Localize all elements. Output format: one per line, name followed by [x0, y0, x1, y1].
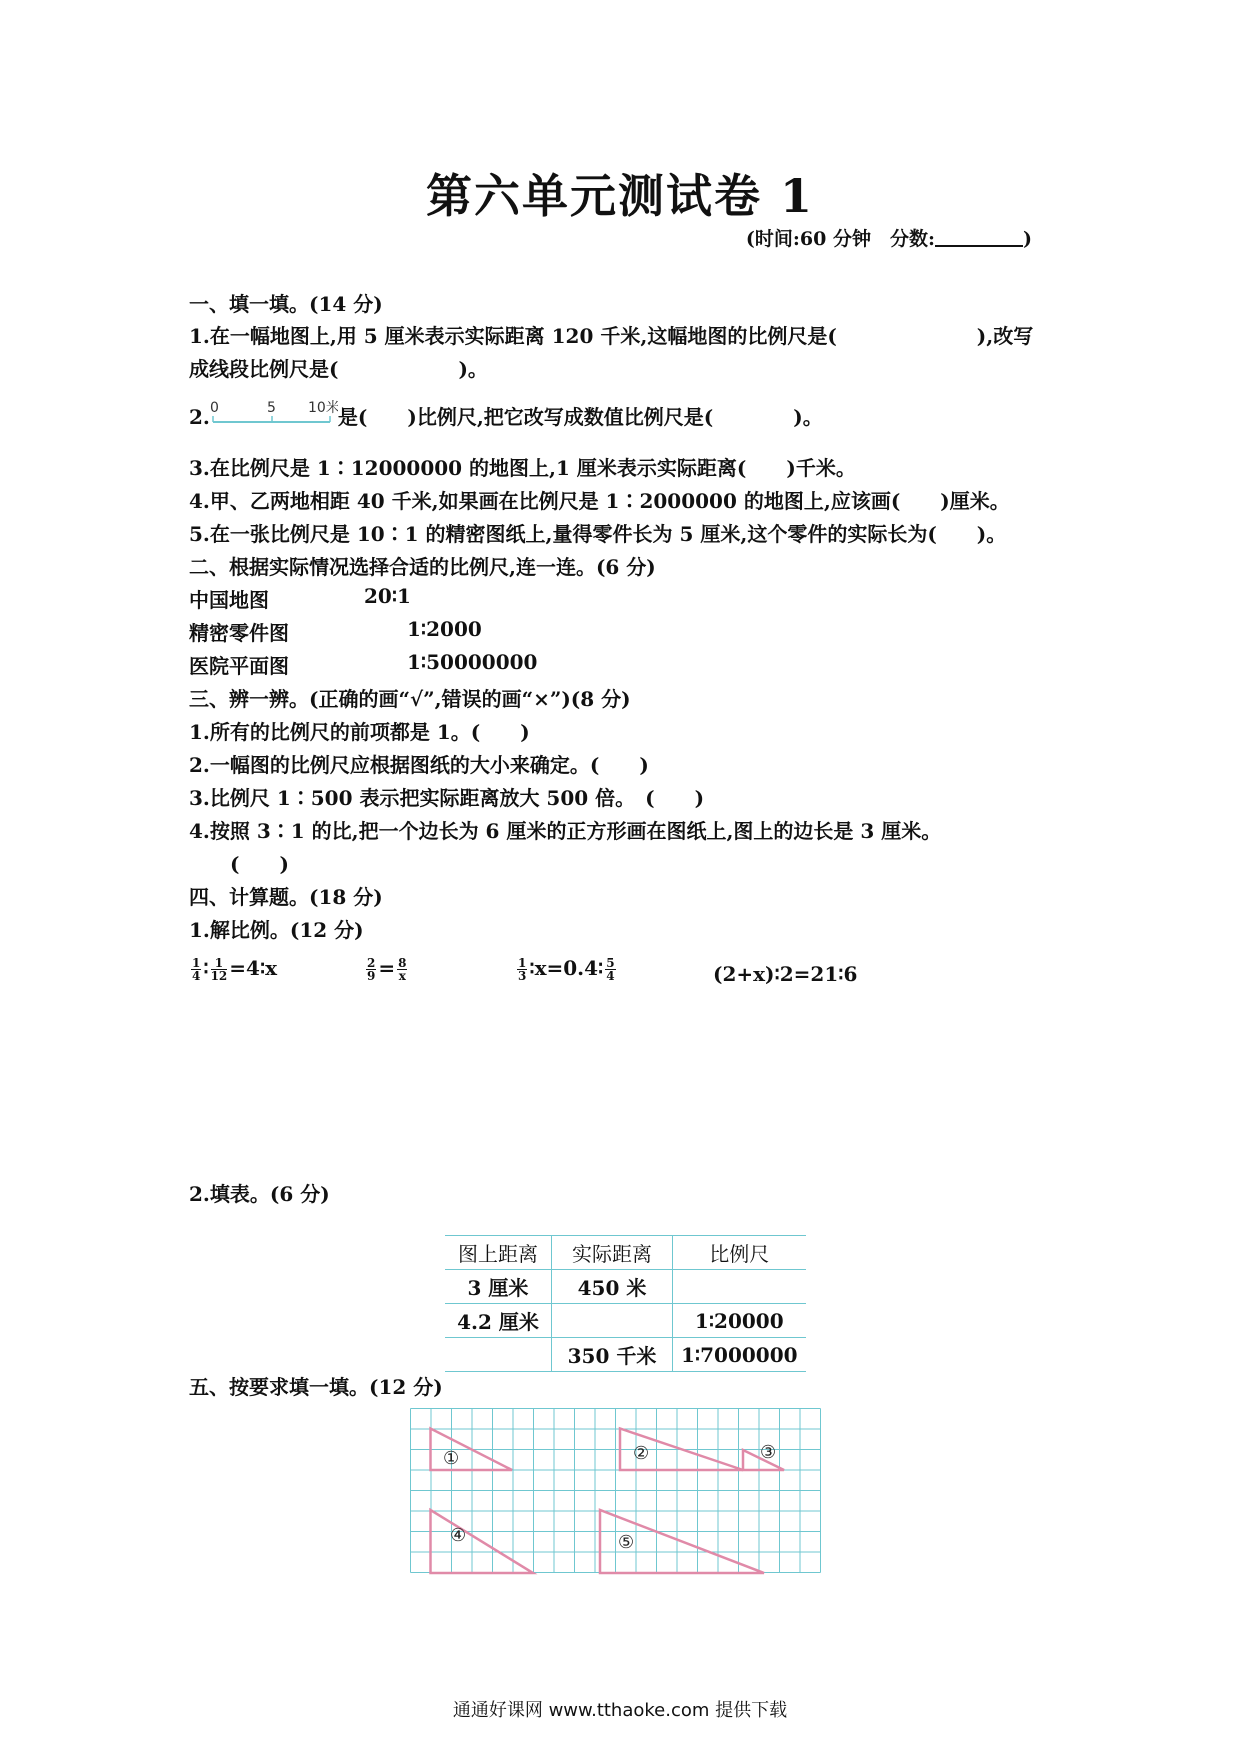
section1-q1-line1: [189, 320, 1033, 349]
q2-text: 是( )比例尺,把它改写成数值比例尺是( )。: [337, 405, 823, 429]
eq3-frac1-num: 1: [518, 956, 527, 970]
equation-1: $\frac{1}{4}$ ∶ $\frac{1}{12}$ =4∶x: [192, 956, 278, 983]
section4-sub1: 1.解比例。(12 分): [189, 918, 364, 942]
eq3-frac2-den: 4: [606, 969, 615, 983]
q1-part1: 1.在一幅地图上,用 5 厘米表示实际距离 120 千米,这幅地图的比例尺是(: [189, 324, 837, 348]
footer-text: 通通好课网 www.tthaoke.com 提供下载: [452, 1700, 788, 1721]
section4-sub2: 2.填表。(6 分): [189, 1182, 330, 1206]
table-cell-blank[interactable]: [673, 1270, 806, 1304]
score-blank[interactable]: [935, 227, 1023, 247]
match-scale-3[interactable]: 1∶50000000: [407, 650, 538, 674]
section1-q2: [189, 400, 823, 430]
eq3-frac2-num: 5: [606, 956, 615, 970]
eq2-eq: =: [378, 956, 396, 980]
table-cell-blank[interactable]: [552, 1304, 673, 1338]
table-cell: 4.2 厘米: [445, 1304, 552, 1338]
section2-heading: 二、根据实际情况选择合适的比例尺,连一连。(6 分): [189, 555, 656, 579]
eq2-frac2-num: 8: [398, 956, 407, 970]
eq1-frac2-num: 1: [211, 957, 228, 970]
eq2-frac1: [366, 957, 376, 982]
eq1-frac2-den: 12: [210, 969, 228, 983]
table-row: [445, 1270, 806, 1304]
time-info-prefix: (时间:60 分钟 分数:: [745, 228, 935, 250]
eq1-frac1: [191, 957, 201, 982]
table-cell: 450 米: [552, 1270, 673, 1304]
table-cell: 1∶7000000: [673, 1338, 806, 1372]
equation-4: (2+x)∶2=21∶6: [713, 962, 858, 986]
triangle-4: [431, 1510, 534, 1573]
q1-part2: ),改写: [976, 324, 1034, 348]
scale-label-10: 10米: [307, 400, 338, 416]
section1-q4: 4.甲、乙两地相距 40 千米,如果画在比例尺是 1∶2000000 的地图上,应该画( )厘米。: [189, 489, 1010, 513]
match-item-1[interactable]: 中国地图: [189, 588, 269, 612]
eq2-frac2: [397, 957, 407, 982]
eq3-frac1: [517, 957, 527, 982]
triangle-label-3: ③: [760, 1442, 777, 1463]
table-cell: 3 厘米: [445, 1270, 552, 1304]
section3-q2: 2.一幅图的比例尺应根据图纸的大小来确定。( ): [189, 753, 649, 777]
table-header: 实际距离: [552, 1236, 673, 1270]
eq2-frac1-den: 9: [367, 969, 376, 983]
eq2-frac1-num: 2: [367, 956, 376, 970]
equation-3: [515, 956, 618, 982]
triangles: [431, 1429, 785, 1574]
time-score-info: [746, 224, 1032, 251]
eq3-frac1-den: 3: [518, 969, 527, 983]
eq1-frac1-den: 4: [192, 969, 201, 983]
eq1-frac2: [211, 957, 228, 982]
match-item-2[interactable]: 精密零件图: [189, 621, 289, 645]
table-header: 比例尺: [673, 1236, 806, 1270]
section5-heading: 五、按要求填一填。(12 分): [189, 1375, 443, 1399]
table-row: [445, 1338, 806, 1372]
line-segment-scale: [210, 400, 338, 430]
scale-label-5: 5: [266, 400, 276, 416]
scale-table: [445, 1235, 806, 1372]
section3-heading: 三、辨一辨。(正确的画“√”,错误的画“×”)(8 分): [189, 687, 631, 711]
section1-q1-line2: 成线段比例尺是( )。: [189, 357, 488, 381]
table-cell-blank[interactable]: [445, 1338, 552, 1372]
eq1-frac1-num: 1: [192, 956, 201, 970]
scale-label-0: 0: [209, 400, 219, 416]
triangle-label-2: ②: [633, 1443, 650, 1464]
match-item-3[interactable]: 医院平面图: [189, 654, 289, 678]
section3-q4-blank[interactable]: ( ): [230, 852, 289, 876]
table-row: [445, 1304, 806, 1338]
scale-bar-graphic: [210, 400, 338, 430]
equation-2: [364, 956, 409, 982]
table-header: 图上距离: [445, 1236, 552, 1270]
eq3-mid: ∶x=0.4∶: [529, 956, 604, 980]
triangle-label-1: ①: [443, 1448, 460, 1469]
match-scale-1[interactable]: 20∶1: [364, 584, 411, 608]
triangle-label-4: ④: [450, 1525, 467, 1546]
eq2-frac2-den: x: [398, 969, 406, 983]
triangle-label-5: ⑤: [618, 1532, 635, 1553]
section1-q3: 3.在比例尺是 1∶12000000 的地图上,1 厘米表示实际距离( )千米。: [189, 456, 856, 480]
match-scale-2[interactable]: 1∶2000: [407, 617, 482, 641]
grid-lines: [411, 1409, 821, 1573]
q2-prefix: 2.: [189, 405, 210, 429]
section3-q1: 1.所有的比例尺的前项都是 1。( ): [189, 720, 530, 744]
section1-q5: 5.在一张比例尺是 10∶1 的精密图纸上,量得零件长为 5 厘米,这个零件的实际长为( )。: [189, 522, 1007, 546]
table-header-row: [445, 1236, 806, 1270]
eq3-frac2: [605, 957, 615, 982]
section1-heading: 一、填一填。(14 分): [189, 292, 383, 316]
section3-q4: 4.按照 3∶1 的比,把一个边长为 6 厘米的正方形画在图纸上,图上的边长是 3 厘米。: [189, 819, 942, 843]
triangle-grid-figure: [410, 1408, 830, 1583]
page-title: 第六单元测试卷 1: [425, 169, 815, 223]
time-info-suffix: ): [1023, 228, 1032, 250]
eq1-rest: =4∶x: [229, 956, 278, 980]
table-cell: 1∶20000: [673, 1304, 806, 1338]
table-cell: 350 千米: [552, 1338, 673, 1372]
section3-q3: 3.比例尺 1∶500 表示把实际距离放大 500 倍。 ( ): [189, 786, 705, 810]
section4-heading: 四、计算题。(18 分): [189, 885, 383, 909]
